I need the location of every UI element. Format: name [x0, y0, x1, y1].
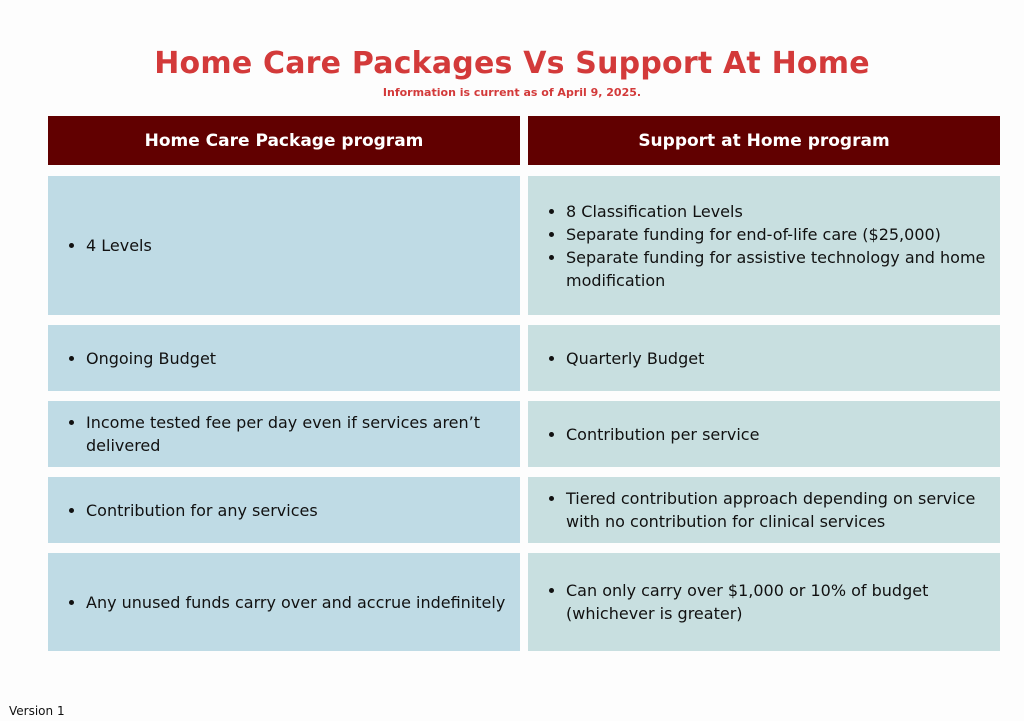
row-5-left-cell — [48, 553, 520, 651]
row-5-right-cell — [528, 553, 1000, 651]
list-item: • Income tested fee per day even if services aren’t delivered — [86, 411, 508, 457]
list-item: • Quarterly Budget — [566, 347, 704, 370]
row-1-right-cell — [528, 176, 1000, 315]
list-item: • Separate funding for end-of-life care ($25,000) — [566, 223, 988, 246]
list-item: • Separate funding for assistive technology and home modification — [566, 246, 988, 292]
list-item: • Contribution for any services — [86, 499, 318, 522]
row-2-left-list — [66, 347, 216, 370]
row-3-left-list — [66, 411, 508, 457]
list-item: • Any unused funds carry over and accrue indefinitely — [86, 591, 505, 614]
row-5-left-list — [66, 591, 505, 614]
header-home-care-package: Home Care Package program — [48, 116, 520, 165]
row-1-left-cell — [48, 176, 520, 315]
row-3-right-list — [546, 423, 759, 446]
row-1-left-list — [66, 234, 152, 257]
list-item: • Tiered contribution approach depending on service with no contribution for clinical services — [566, 487, 988, 533]
page-title: Home Care Packages Vs Support At Home — [154, 46, 870, 81]
list-item: • 4 Levels — [86, 234, 152, 257]
row-4-left-cell — [48, 477, 520, 543]
list-item: • Contribution per service — [566, 423, 759, 446]
row-3-right-cell — [528, 401, 1000, 467]
row-4-left-list — [66, 499, 318, 522]
list-item: • Can only carry over $1,000 or 10% of budget (whichever is greater) — [566, 579, 988, 625]
list-item: • Ongoing Budget — [86, 347, 216, 370]
row-4-right-cell — [528, 477, 1000, 543]
page-subtitle: Information is current as of April 9, 2025. — [382, 86, 642, 99]
version-label: Version 1 — [9, 704, 65, 718]
row-1-right-list — [546, 200, 988, 292]
row-4-right-list — [546, 487, 988, 533]
row-5-right-list — [546, 579, 988, 625]
row-2-left-cell — [48, 325, 520, 391]
row-2-right-list — [546, 347, 704, 370]
row-2-right-cell — [528, 325, 1000, 391]
list-item: • 8 Classification Levels — [566, 200, 988, 223]
row-3-left-cell — [48, 401, 520, 467]
header-support-at-home: Support at Home program — [528, 116, 1000, 165]
